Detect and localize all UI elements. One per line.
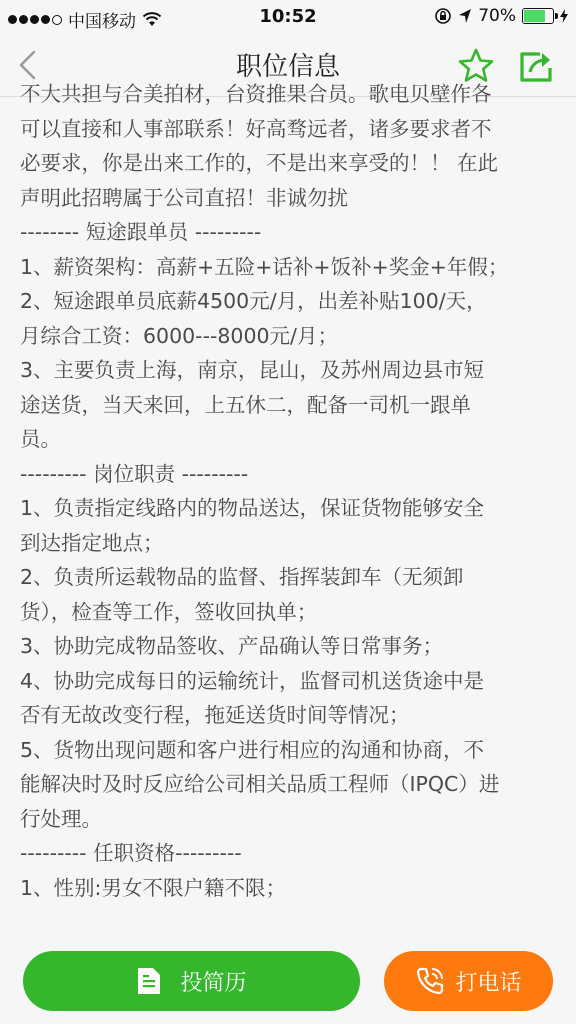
description-line: --------- 任职资格--------- <box>20 841 242 865</box>
description-line: --------- 岗位职责 --------- <box>20 461 249 486</box>
description-line: 月综合工资：6000---8000元/月； <box>20 323 338 348</box>
description-line: 途送货，当天来回，上五休二，配备一司机一跟单 <box>20 392 471 417</box>
description-line: 不大共担与合美拍材，台资推果合员。歌电贝壁作各 <box>20 82 492 106</box>
call-button[interactable] <box>384 951 553 1011</box>
status-right <box>434 6 568 26</box>
description-line: 否有无故改变行程，拖延送货时间等情况； <box>20 703 410 727</box>
description-line: 5、货物出现问题和客户进行相应的沟通和协商，不 <box>20 737 485 762</box>
submit-resume-button[interactable] <box>23 951 360 1011</box>
bottom-action-bar <box>0 937 576 1024</box>
description-line: 3、主要负责上海，南京，昆山，及苏州周边县市短 <box>20 358 485 382</box>
status-bar <box>0 0 576 34</box>
battery-icon <box>522 8 554 24</box>
location-icon <box>458 8 472 24</box>
description-line: 声明此招聘属于公司直招！非诚勿扰 <box>20 185 348 210</box>
battery-percent: 70% <box>478 6 516 26</box>
status-time: 10:52 <box>259 6 317 27</box>
document-icon <box>136 966 162 996</box>
description-line: 可以直接和人事部联系！好高骛远者，诸多要求者不 <box>20 116 492 141</box>
description-line: 必要求，你是出来工作的，不是出来享受的！！ 在此 <box>20 151 499 175</box>
submit-resume-label: 投简历 <box>180 970 247 996</box>
description-line: 3、协助完成物品签收、产品确认等日常事务； <box>20 634 444 658</box>
description-line: 1、负责指定线路内的物品送达，保证货物能够安全 <box>20 496 485 520</box>
description-line: 能解决时及时反应给公司相关品质工程师（IPQC）进 <box>20 772 500 796</box>
description-line: 行处理。 <box>20 806 102 831</box>
description-line: 到达指定地点； <box>20 530 164 555</box>
rotation-lock-icon <box>434 7 452 25</box>
description-line: -------- 短途跟单员 --------- <box>20 220 262 244</box>
description-line: 4、协助完成每日的运输统计，监督司机送货途中是 <box>20 668 485 693</box>
description-line: 1、性别:男女不限户籍不限； <box>20 875 286 900</box>
phone-icon <box>415 966 445 996</box>
description-line: 2、短途跟单员底薪4500元/月，出差补贴100/天， <box>20 289 487 313</box>
page-title: 职位信息 <box>235 52 340 82</box>
description-line: 1、薪资架构：高薪+五险+话补+饭补+奖金+年假； <box>20 254 509 279</box>
description-line: 货），检查等工作，签收回执单； <box>20 599 318 624</box>
call-label: 打电话 <box>455 970 522 996</box>
charging-icon <box>560 9 568 23</box>
carrier-name: 中国移动 <box>68 12 136 32</box>
job-detail-content[interactable] <box>0 82 576 937</box>
job-description <box>20 77 560 905</box>
description-line: 员。 <box>20 427 61 451</box>
description-line: 2、负责所运载物品的监督、指挥装卸车（无须卸 <box>20 565 464 589</box>
